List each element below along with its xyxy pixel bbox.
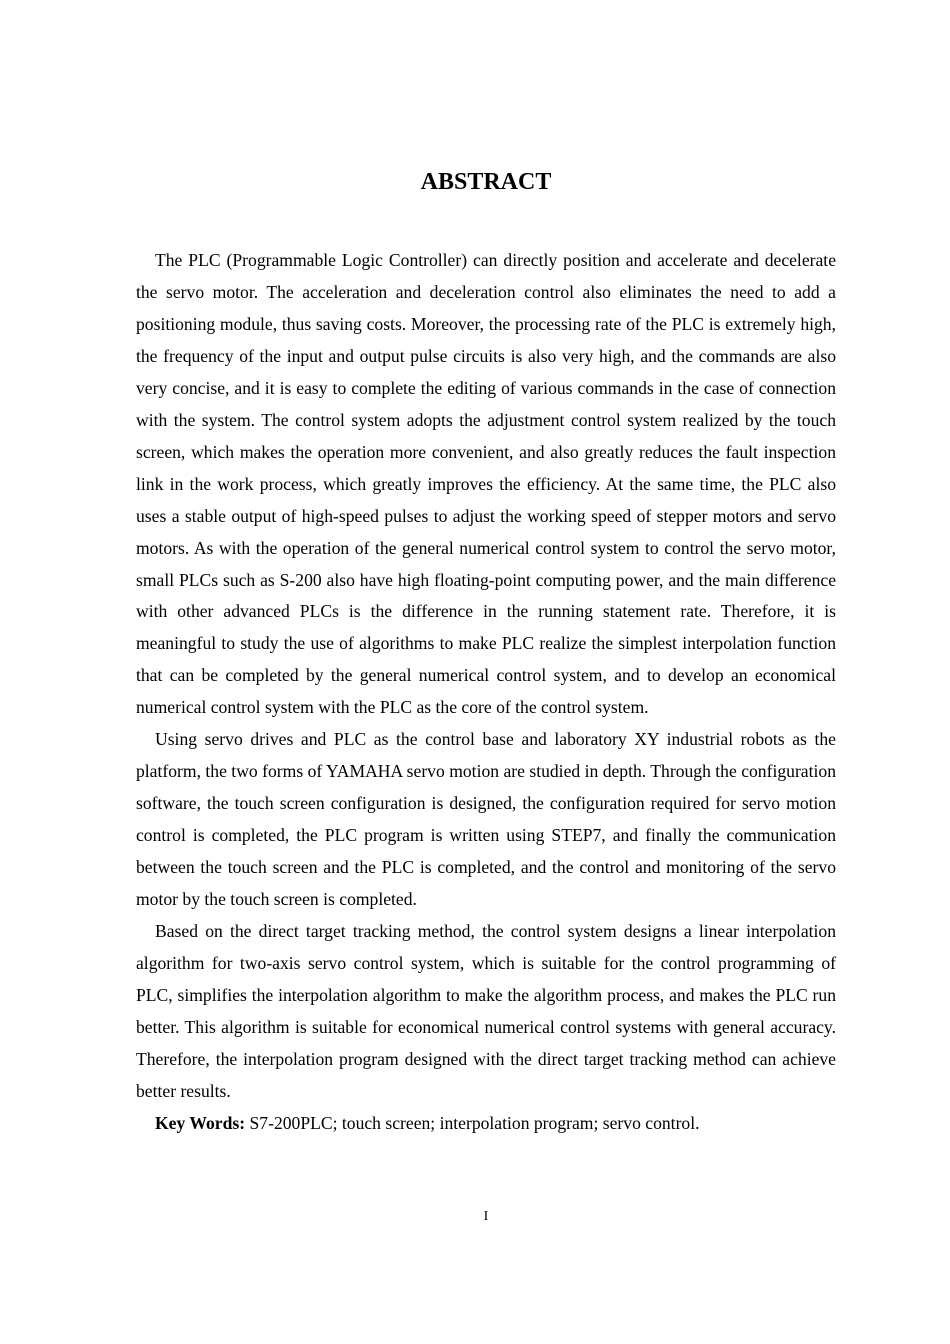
keywords-label: Key Words: [155,1112,246,1133]
abstract-paragraph-3: Based on the direct target tracking method, the control system designs a linear interpolation algorithm for two-axis servo control system, which is suitable for the control programming of PLC, simplifies the interpolation algorithm to make the algorithm process, and makes the PLC run better. This algorithm is suitable for economical numerical control systems with general accuracy. Therefore, the interpolation program designed with the direct target tracking method can achieve better results. [136,921,836,1101]
keywords-text: S7-200PLC; touch screen; interpolation program; servo control. [249,1112,700,1133]
abstract-paragraph-1: The PLC (Programmable Logic Controller) can directly position and accelerate and decelerate the servo motor. The acceleration and deceleration control also eliminates the need to add a positioning module, thus saving costs. Moreover, the processing rate of the PLC is extremely high, the frequency of the input and output pulse circuits is also very high, and the commands are also very concise, and it is easy to complete the editing of various commands in the case of connection with the system. The control system adopts the adjustment control system realized by the touch screen, which makes the operation more convenient, and also greatly reduces the fault inspection link in the work process, which greatly improves the efficiency. At the same time, the PLC also uses a stable output of high-speed pulses to adjust the working speed of stepper motors and servo motors. As with the operation of the general numerical control system to control the servo motor, small PLCs such as S-200 also have high floating-point computing power, and the main difference with other advanced PLCs is the difference in the running statement rate. Therefore, it is meaningful to study the use of algorithms to make PLC realize the simplest interpolation function that can be completed by the general numerical control system, and to develop an economical numerical control system with the PLC as the core of the control system. [136,250,836,718]
keywords-line [136,1108,836,1140]
abstract-body [136,245,836,1140]
page-number: I [483,1209,489,1224]
abstract-title: ABSTRACT [420,169,552,195]
abstract-paragraph-2: Using servo drives and PLC as the control base and laboratory XY industrial robots as the platform, the two forms of YAMAHA servo motion are studied in depth. Through the configuration software, the touch screen configuration is designed, the configuration required for servo motion control is completed, the PLC program is written using STEP7, and finally the communication between the touch screen and the PLC is completed, and the control and monitoring of the servo motor by the touch screen is completed. [136,729,836,910]
